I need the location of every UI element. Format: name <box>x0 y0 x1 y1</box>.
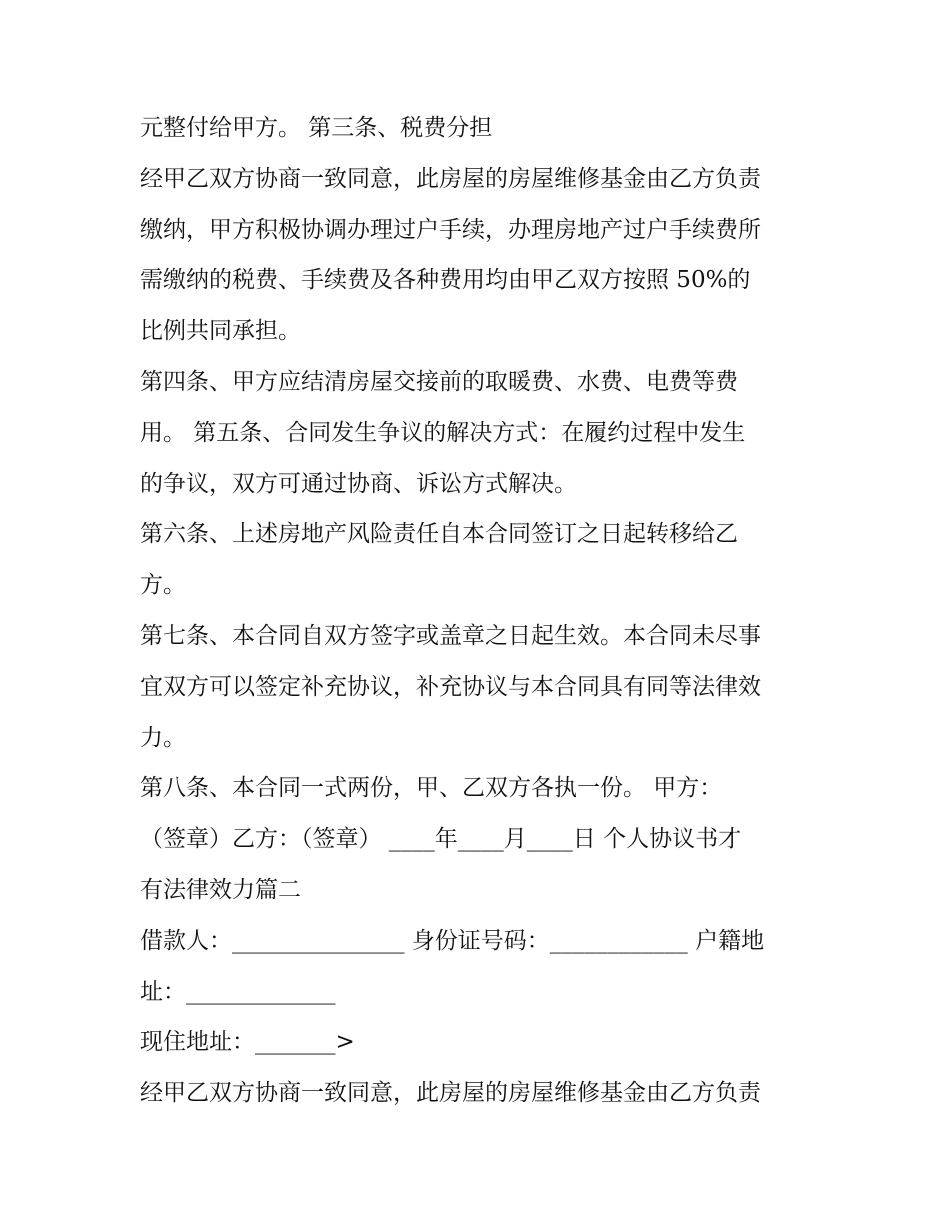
text-line: 第四条、甲方应结清房屋交接前的取暖费、水费、电费等费 <box>140 368 738 395</box>
text-line: 的争议，双方可通过协商、诉讼方式解决。 <box>140 470 577 497</box>
text-line: 第六条、上述房地产风险责任自本合同签订之日起转移给乙 <box>140 521 738 548</box>
text-line: 用。 第五条、合同发生争议的解决方式：在履约过程中发生 <box>140 419 746 446</box>
text-line: 方。 <box>140 572 186 599</box>
text-line: 现住地址：_______> <box>140 1029 355 1056</box>
text-line: 需缴纳的税费、手续费及各种费用均由甲乙双方按照 50%的 <box>140 267 751 294</box>
text-line: 缴纳，甲方积极协调办理过户手续，办理房地产过户手续费所 <box>140 216 761 243</box>
text-line: 宜双方可以签定补充协议，补充协议与本合同具有同等法律效 <box>140 673 761 700</box>
text-line: 比例共同承担。 <box>140 318 301 345</box>
text-line: 第七条、本合同自双方签字或盖章之日起生效。本合同未尽事 <box>140 622 761 649</box>
text-line: 力。 <box>140 724 186 751</box>
text-line: 经甲乙双方协商一致同意，此房屋的房屋维修基金由乙方负责 <box>140 1080 761 1107</box>
text-line: 经甲乙双方协商一致同意，此房屋的房屋维修基金由乙方负责 <box>140 165 761 192</box>
text-line: 借款人：_______________ 身份证号码：____________ 户籍地 <box>140 927 765 954</box>
text-line: 元整付给甲方。 第三条、税费分担 <box>140 115 493 141</box>
text-line: 第八条、本合同一式两份，甲、乙双方各执一份。 甲方： <box>140 775 723 802</box>
text-line: （签章）乙方：（签章） ____年____月____日 个人协议书才 <box>140 826 742 853</box>
text-line: 有法律效力篇二 <box>140 876 301 903</box>
document-body <box>140 103 830 1119</box>
text-line: 址：_____________ <box>140 978 336 1005</box>
